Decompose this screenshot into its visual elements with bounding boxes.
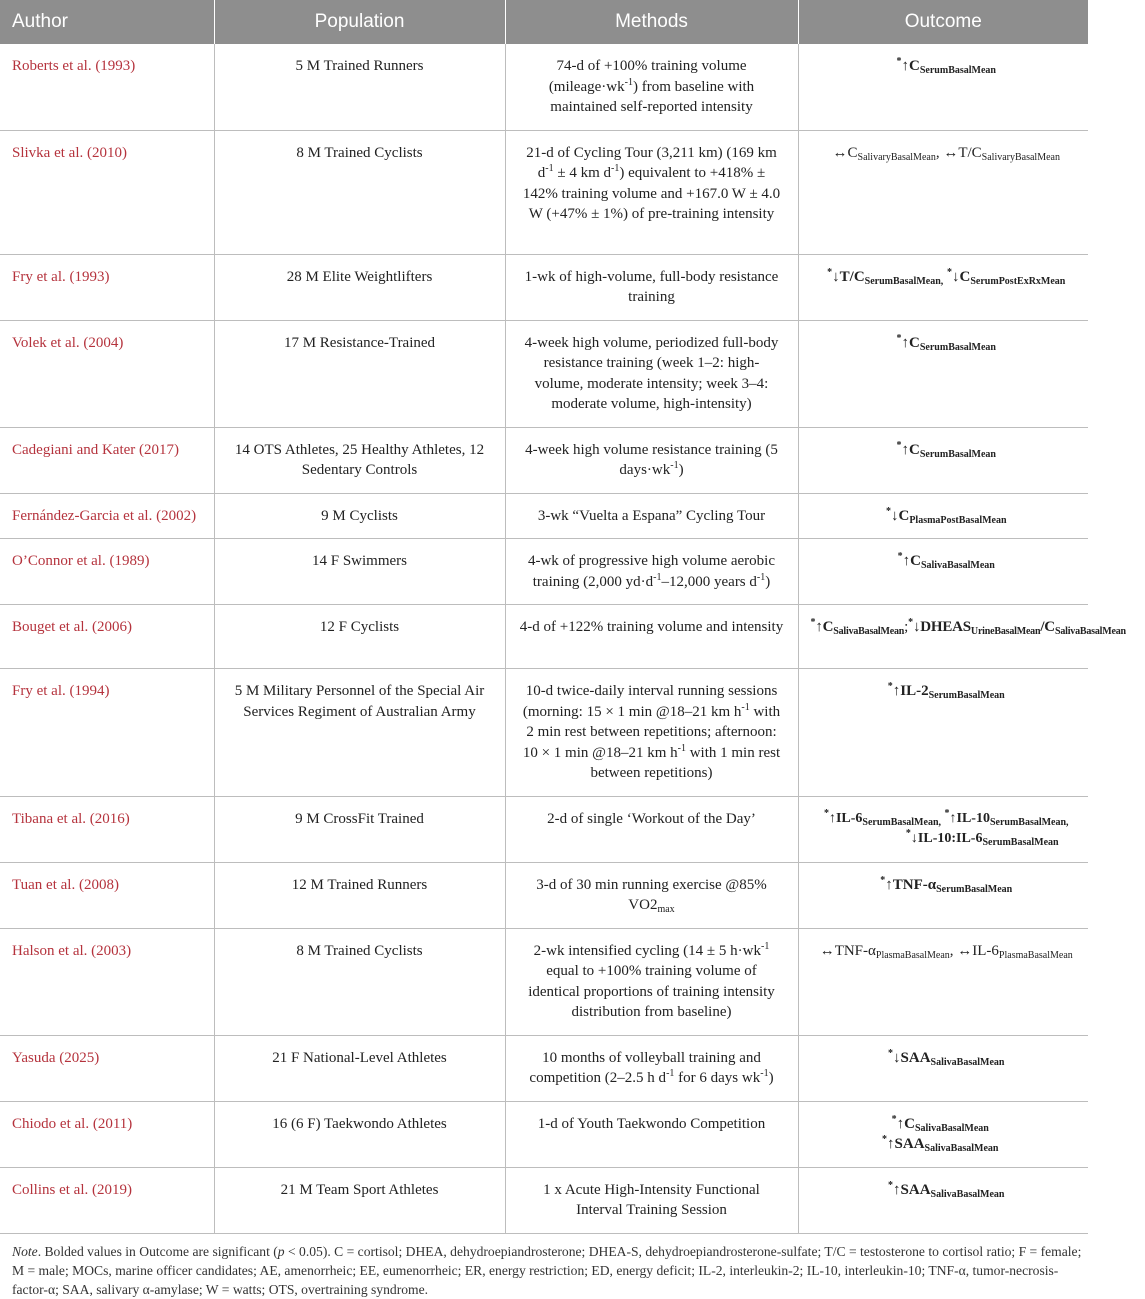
outcome-cell: $^*↓SAA_{SalivaBasalMean}$ [798,1035,1088,1101]
table-note: Note. Bolded values in Outcome are significant (p < 0.05). C = cortisol; DHEA, dehydroepiandrosterone; DHEA-S, dehydroepiandrosterone-sulfate; T/C = testosterone to cortisol ratio; F = female; M = male; MOCs, marine officer candidates; AE, amenorrheic; EE, eumenorrheic; ER, energy restriction; ED, energy deficit; IL-2, interleukin-2; IL-10, interleukin-10; TNF-α, tumor-necrosis-factor-α; SAA, salivary α-amylase; W = watts; OTS, overtraining syndrome. [12,1243,1082,1297]
author-link[interactable]: Bouget et al. (2006) [0,605,214,669]
methods-cell: 1 x Acute High-Intensity Functional Interval Training Session [505,1167,798,1233]
population-cell: 28 M Elite Weightlifters [214,254,505,320]
population-cell: 21 F National-Level Athletes [214,1035,505,1101]
outcome-cell: $^*↑IL-6_{SerumBasalMean,}$ $^*↑IL-10_{SerumBasalMean,}$ $^*↓IL-10:IL-6_{SerumBasalMean}$ [798,796,1088,862]
population-cell: 14 OTS Athletes, 25 Healthy Athletes, 12 Sedentary Controls [214,427,505,493]
outcome-cell: $^*↑C_{SalivaBasalMean}$ $^*↑SAA_{SalivaBasalMean}$ [798,1101,1088,1167]
population-cell: 5 M Trained Runners [214,44,505,130]
author-link[interactable]: Fernández-Garcia et al. (2002) [0,493,214,539]
methods-cell: 1-d of Youth Taekwondo Competition [505,1101,798,1167]
methods-cell: 4-week high volume resistance training (5 $days\cdot wk^{-1}$) [505,427,798,493]
header-author: Author [0,0,214,44]
table-row [0,1167,1088,1233]
population-cell: 12 M Trained Runners [214,862,505,928]
outcome-cell: $^*↑TNF-\alpha_{SerumBasalMean}$ [798,862,1088,928]
table-row [0,605,1088,669]
outcome-cell: $^*↑C_{SalivaBasalMean};^*↓DHEAS_{UrineBasalMean}/C_{SalivaBasalMean}$ [798,605,1088,669]
outcome-cell: $^*↑IL-2_{SerumBasalMean}$ [798,669,1088,797]
outcome-cell: $^*↑C_{SalivaBasalMean}$ [798,539,1088,605]
table-row [0,493,1088,539]
methods-cell: 10 months of volleyball training and competition (2–2.5 h $d^{-1}$ for 6 days $wk^{-1}$) [505,1035,798,1101]
methods-cell: 21-d of Cycling Tour (3,211 km) (169 km $d^{-1} \pm 4$ km $d^{-1}$) equivalent to +418% ± 142% training volume and +167.0 W ± 4.0 W (+47% ± 1%) of pre-training intensity [505,130,798,254]
author-link[interactable]: Tuan et al. (2008) [0,862,214,928]
author-link[interactable]: Collins et al. (2019) [0,1167,214,1233]
author-link[interactable]: Fry et al. (1994) [0,669,214,797]
methods-cell: 1-wk of high-volume, full-body resistance training [505,254,798,320]
author-link[interactable]: Tibana et al. (2016) [0,796,214,862]
author-link[interactable]: Yasuda (2025) [0,1035,214,1101]
outcome-cell: $^*↓T/C_{SerumBasalMean,}$ $^*↓C_{SerumPostExRxMean}$ [798,254,1088,320]
author-link[interactable]: Cadegiani and Kater (2017) [0,427,214,493]
outcome-cell: $^*↑C_{SerumBasalMean}$ [798,44,1088,130]
author-link[interactable]: Slivka et al. (2010) [0,130,214,254]
table-row [0,427,1088,493]
table-row [0,130,1088,254]
methods-cell: 4-wk of progressive high volume aerobic training (2,000 $yd\cdot d^{-1}-12,000$ years $d^{-1}$) [505,539,798,605]
table-row [0,862,1088,928]
table-row [0,254,1088,320]
population-cell: 8 M Trained Cyclists [214,130,505,254]
population-cell: 12 F Cyclists [214,605,505,669]
table-row [0,1101,1088,1167]
header-outcome: Outcome [798,0,1088,44]
author-link[interactable]: Chiodo et al. (2011) [0,1101,214,1167]
methods-cell: 3-d of 30 min running exercise @85% $VO2_{max}$ [505,862,798,928]
population-cell: 8 M Trained Cyclists [214,928,505,1035]
table-row [0,539,1088,605]
table-row [0,669,1088,797]
author-link[interactable]: Volek et al. (2004) [0,320,214,427]
methods-cell: 3-wk “Vuelta a Espana” Cycling Tour [505,493,798,539]
population-cell: 17 M Resistance-Trained [214,320,505,427]
methods-cell: 2-d of single ‘Workout of the Day’ [505,796,798,862]
outcome-cell: $^*↑SAA_{SalivaBasalMean}$ [798,1167,1088,1233]
population-cell: 5 M Military Personnel of the Special Air Services Regiment of Australian Army [214,669,505,797]
header-population: Population [214,0,505,44]
author-link[interactable]: O’Connor et al. (1989) [0,539,214,605]
table-row [0,796,1088,862]
population-cell: 9 M Cyclists [214,493,505,539]
header-methods: Methods [505,0,798,44]
author-link[interactable]: Fry et al. (1993) [0,254,214,320]
table-row [0,320,1088,427]
population-cell: 16 (6 F) Taekwondo Athletes [214,1101,505,1167]
outcome-cell: $^*↓C_{PlasmaPostBasalMean}$ [798,493,1088,539]
table-row [0,928,1088,1035]
outcome-cell: $\leftrightarrow C_{SalivaryBasalMean}$, $\leftrightarrow T/C_{SalivaryBasalMean}$ [798,130,1088,254]
population-cell: 21 M Team Sport Athletes [214,1167,505,1233]
population-cell: 9 M CrossFit Trained [214,796,505,862]
methods-cell: 74-d of +100% training volume $(mileage\cdot wk^{-1})$ from baseline with maintained self-reported intensity [505,44,798,130]
outcome-cell: $^*↑C_{SerumBasalMean}$ [798,427,1088,493]
header-row [0,0,1088,44]
outcome-cell: $^*↑C_{SerumBasalMean}$ [798,320,1088,427]
table-row [0,1035,1088,1101]
population-cell: 14 F Swimmers [214,539,505,605]
outcome-cell: $\leftrightarrow TNF-\alpha_{PlasmaBasalMean}$, $\leftrightarrow IL-6_{PlasmaBasalMean}$ [798,928,1088,1035]
author-link[interactable]: Halson et al. (2003) [0,928,214,1035]
methods-cell: 10-d twice-daily interval running sessions (morning: 15 × 1 min @18–21 km $h^{-1}$ with 2 min rest between repetitions; afternoon: 10 × 1 min @18–21 km $h^{-1}$ with 1 min rest between repetitions) [505,669,798,797]
methods-cell: 4-d of +122% training volume and intensity [505,605,798,669]
methods-cell: 2-wk intensified cycling (14 ± 5 $h\cdot wk^{-1}$ equal to +100% training volume of identical proportions of training intensity distribution from baseline) [505,928,798,1035]
table-row [0,44,1088,130]
methods-cell: 4-week high volume, periodized full-body resistance training (week 1–2: high-volume, moderate intensity; week 3–4: moderate volume, high-intensity) [505,320,798,427]
author-link[interactable]: Roberts et al. (1993) [0,44,214,130]
